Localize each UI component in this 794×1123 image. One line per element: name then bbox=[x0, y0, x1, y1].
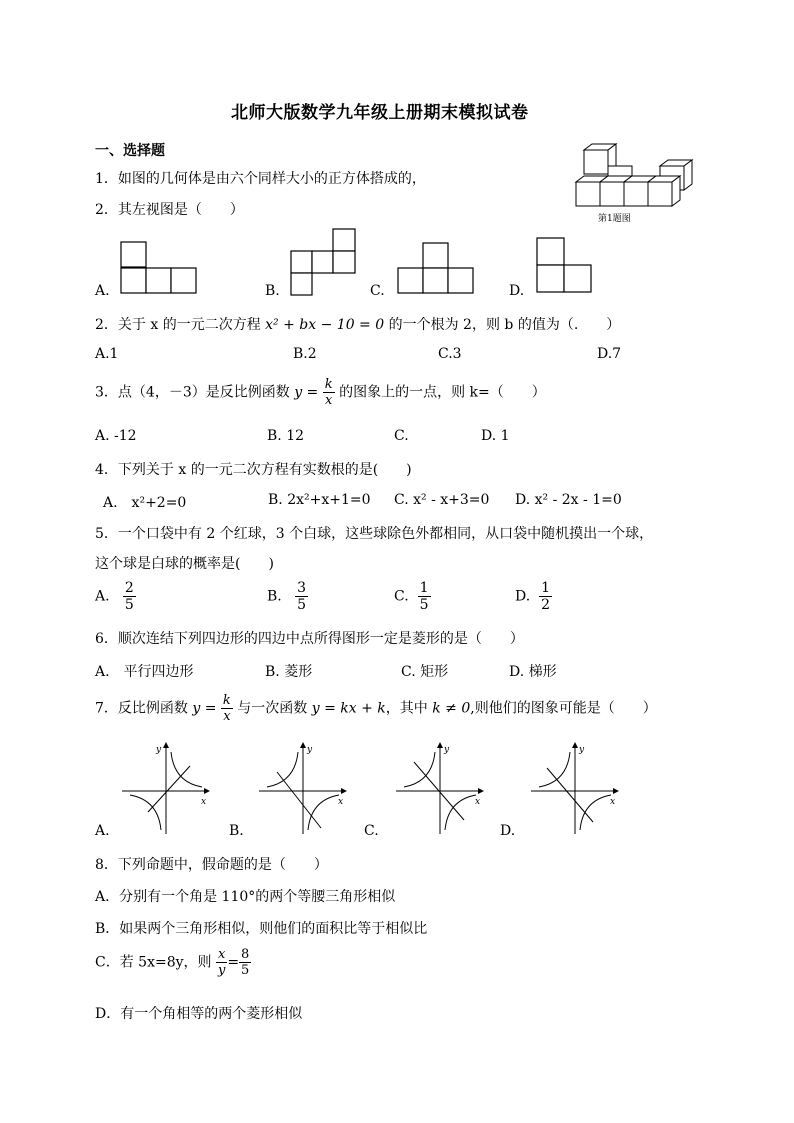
q3-fn-lhs: y = bbox=[294, 384, 319, 401]
svg-text:y: y bbox=[307, 745, 313, 755]
q7-option-c: C. bbox=[364, 823, 379, 839]
q2-question bbox=[95, 314, 620, 334]
q1-option-c-view bbox=[397, 242, 477, 298]
q7-graph-d bbox=[527, 742, 627, 837]
q1-option-d-view bbox=[536, 237, 596, 297]
svg-text:x: x bbox=[338, 797, 344, 807]
q4-option-c: C. x² - x+3=0 bbox=[394, 492, 490, 508]
q5-line2: 这个球是白球的概率是( ) bbox=[95, 556, 274, 572]
q3-option-a: A. -12 bbox=[95, 428, 137, 444]
q5-option-a: A. $\frac{2}{5}$ bbox=[95, 580, 134, 613]
q5-option-b-fraction: $\frac{3}{5}$ bbox=[297, 580, 307, 613]
q1-option-b-view bbox=[290, 228, 360, 298]
svg-text:x: x bbox=[610, 797, 616, 807]
q7-option-a: A. bbox=[95, 823, 110, 839]
q6-option-b: B. 菱形 bbox=[265, 664, 313, 680]
svg-text:y: y bbox=[444, 745, 450, 755]
q7-option-b: B. bbox=[229, 823, 244, 839]
q1-cube-figure bbox=[572, 144, 702, 214]
q1-option-b-label: B. bbox=[265, 283, 280, 299]
q8-option-c: C．若 5x=8y，则 $\frac{x}{y}$ = $\frac{8}{5}$ bbox=[95, 947, 250, 978]
q6-option-a: A. 平行四边形 bbox=[95, 664, 194, 680]
q7-fraction: $\frac{k}{x}$ bbox=[222, 693, 231, 724]
q1-figure-caption: 第1题图 bbox=[598, 214, 631, 224]
q5-option-c: C. $\frac{1}{5}$ bbox=[394, 580, 429, 613]
q4-question: 4．下列关于 x 的一元二次方程有实数根的是( ) bbox=[95, 462, 412, 478]
svg-text:y: y bbox=[156, 745, 162, 755]
q8-option-a: A．分别有一个角是 110°的两个等腰三角形相似 bbox=[95, 889, 396, 905]
q5-option-b: B. $\frac{3}{5}$ bbox=[267, 580, 307, 613]
q7-option-d: D. bbox=[500, 823, 516, 839]
q1-option-a-view bbox=[120, 241, 200, 297]
q5-line1: 5．一个口袋中有 2 个红球，3 个白球，这些球除色外都相同，从口袋中随机摸出一个球， bbox=[95, 526, 654, 542]
q7-graph-b bbox=[255, 742, 355, 837]
q2-pre: 2．关于 x 的一元二次方程 bbox=[95, 317, 261, 333]
q7-graph-a bbox=[118, 742, 218, 837]
svg-text:y: y bbox=[579, 745, 585, 755]
q1-option-a-label: A. bbox=[95, 283, 110, 299]
q3-pre: 3．点（4，－3）是反比例函数 bbox=[95, 384, 290, 401]
q6-question: 6．顺次连结下列四边形的四边中点所得图形一定是菱形的是（ ） bbox=[95, 631, 524, 647]
q6-option-d: D. 梯形 bbox=[509, 664, 557, 680]
q8-option-d: D．有一个角相等的两个菱形相似 bbox=[95, 1006, 303, 1022]
q1-option-d-label: D. bbox=[509, 283, 525, 299]
q5-option-a-fraction: $\frac{2}{5}$ bbox=[124, 580, 134, 613]
q1-line1: 1．如图的几何体是由六个同样大小的正方体搭成的， bbox=[95, 171, 426, 187]
q2-option-c: C.3 bbox=[438, 346, 462, 362]
q1-option-c-label: C. bbox=[370, 283, 385, 299]
q8-option-c-fraction-xy: $\frac{x}{y}$ bbox=[217, 947, 226, 978]
q6-option-c: C. 矩形 bbox=[401, 664, 449, 680]
q7-graph-c bbox=[392, 742, 492, 837]
q5-option-d: D. $\frac{1}{2}$ bbox=[515, 580, 551, 613]
q2-option-a: A.1 bbox=[95, 346, 119, 362]
q3-option-b: B. 12 bbox=[267, 428, 305, 444]
svg-text:x: x bbox=[475, 797, 481, 807]
q2-post: 的一个根为 2，则 b 的值为（. ） bbox=[388, 317, 621, 333]
q3-option-c: C. bbox=[394, 428, 409, 444]
q3-question bbox=[95, 378, 546, 407]
svg-text:x: x bbox=[201, 797, 207, 807]
q3-fraction: $\frac{k}{x}$ bbox=[324, 377, 333, 408]
q8-question: 8．下列命题中，假命题的是（ ） bbox=[95, 857, 328, 873]
section-heading: 一、选择题 bbox=[95, 143, 165, 159]
q2-equation: x² + bx − 10 = 0 bbox=[265, 317, 385, 333]
q4-option-a: A. x²+2=0 bbox=[103, 495, 187, 511]
q7-question: 7．反比例函数 y = $\frac{k}{x}$ 与一次函数 y = kx + k，其中 k ≠ 0,则他们的图象可能是（ ） bbox=[95, 693, 657, 724]
page-title: 北师大版数学九年级上册期末模拟试卷 bbox=[231, 103, 529, 123]
q2-option-b: B.2 bbox=[293, 346, 317, 362]
q8-option-b: B．如果两个三角形相似，则他们的面积比等于相似比 bbox=[95, 921, 428, 937]
q4-option-b: B. 2x²+x+1=0 bbox=[268, 492, 371, 508]
q5-option-d-fraction: $\frac{1}{2}$ bbox=[541, 580, 551, 613]
q3-post: 的图象上的一点，则 k=（ ） bbox=[339, 384, 546, 401]
q2-option-d: D.7 bbox=[597, 346, 622, 362]
q3-option-d: D. 1 bbox=[481, 428, 510, 444]
q1-line2: 2．其左视图是（ ） bbox=[95, 202, 244, 218]
q8-option-c-fraction-85: $\frac{8}{5}$ bbox=[241, 947, 250, 978]
q5-option-c-fraction: $\frac{1}{5}$ bbox=[419, 580, 429, 613]
q4-option-d: D. x² - 2x - 1=0 bbox=[515, 492, 622, 508]
